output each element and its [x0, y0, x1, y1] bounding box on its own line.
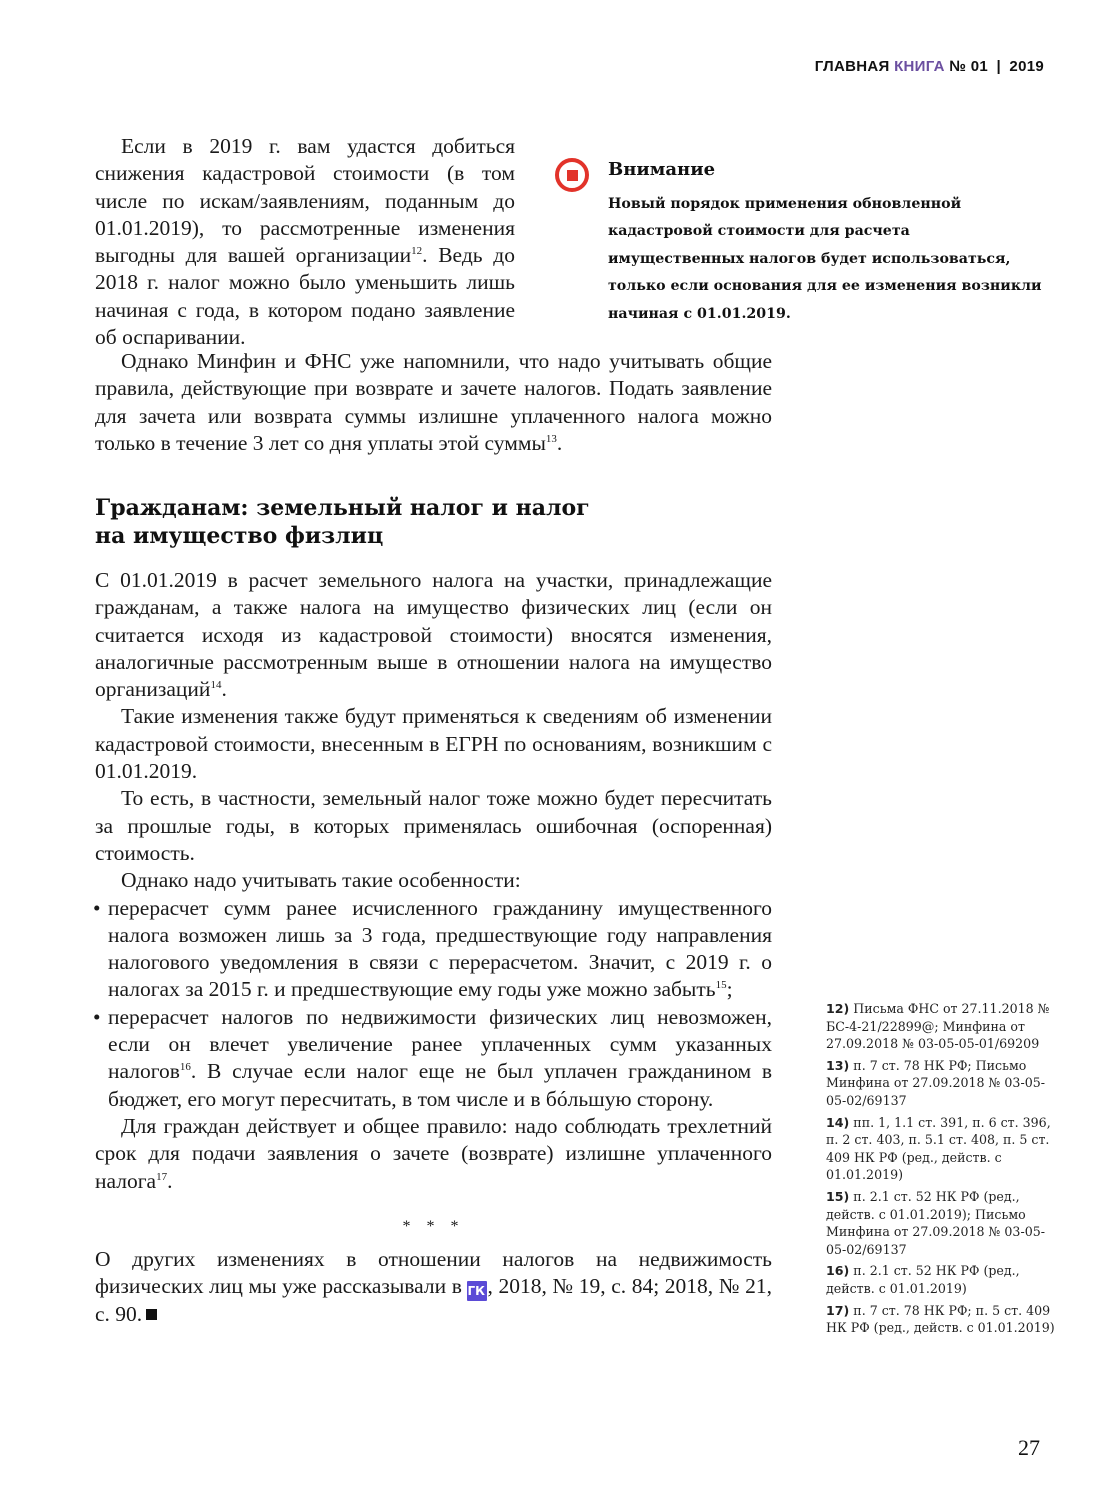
footnote-ref[interactable]: 12	[411, 245, 423, 258]
footnote-item: 16) п. 2.1 ст. 52 НК РФ (ред., действ. с 01.01.2019)	[826, 1263, 1020, 1296]
section-paragraph: С 01.01.2019 в расчет земельного налога на участки, принадлежащие гражданам, а также налога на имущество физических лиц (если он считается исходя из кадастровой стоимости) вносятся изменения, аналогичные рассмотренным выше в отношении налога на имущество организаций$^{14}$.	[95, 568, 772, 702]
brand-name-accent: КНИГА	[894, 58, 945, 75]
page-number: 27	[1018, 1435, 1040, 1460]
running-header	[815, 58, 1044, 75]
callout-body: Новый порядок применения обновленной кадастровой стоимости для расчета имущественных налогов будет использоваться, только если основания для ее изменения возникли начиная с 01.01.2019.	[608, 196, 1042, 322]
bullet-list	[95, 895, 772, 1113]
header-separator: |	[996, 58, 1001, 75]
section-paragraph: Для граждан действует и общее правило: надо соблюдать трехлетний срок для подачи заявления о зачете (возврате) излишне уплаченного налога$^{17}$.	[95, 1113, 772, 1193]
section-paragraph: Такие изменения также будут применяться к сведениям об изменении кадастровой стоимости, внесенным в ЕГРН по основаниям, возникшим с 01.01.2019.	[95, 704, 772, 784]
intro-paragraph-2: Однако Минфин и ФНС уже напомнили, что надо учитывать общие правила, действующие при возврате и зачете налогов. Подать заявление для зачета или возврата суммы излишне уплаченного налога можно только в течение 3 лет со дня уплаты этой суммы$^{13}$.	[95, 349, 772, 455]
footnote-item: 15) п. 2.1 ст. 52 НК РФ (ред., действ. с 01.01.2019); Письмо Минфина от 27.09.2018 № 03-05-05-02/69137	[826, 1188, 1045, 1257]
footnote-ref[interactable]: 14	[210, 679, 222, 692]
section-heading: Гражданам: земельный налог и налог на имущество физлиц	[95, 495, 590, 549]
issue-year: 2019	[1009, 58, 1044, 75]
gk-logo-icon[interactable]: ГК	[467, 1281, 487, 1301]
footnotes	[826, 1000, 1056, 1341]
list-item: • перерасчет сумм ранее исчисленного гражданину имущественного налога возможен лишь за 3 года, предшествующие году направления налогового уведомления в связи с перерасчетом. Значит, с 2019 г. о налогах за 2015 г. и предшествующие ему годы уже можно забыть$^{15}$;	[95, 895, 772, 1004]
stop-circle-icon	[555, 158, 589, 192]
footnote-ref[interactable]: 16	[179, 1061, 191, 1074]
footnote-item: 12) Письма ФНС от 27.11.2018 № БС-4-21/22899@; Минфина от 27.09.2018 № 03-05-05-01/69209	[826, 1001, 1050, 1052]
list-item: • перерасчет налогов по недвижимости физических лиц невозможен, если он влечет увеличение ранее уплаченных сумм указанных налогов$^{16}$. В случае если налог еще не был уплачен гражданином в бюджет, его могут пересчитать, в том числе и в бóльшую сторону.	[95, 1004, 772, 1113]
callout-title: Внимание	[608, 159, 716, 180]
closing-paragraph: О других изменениях в отношении налогов на недвижимость физических лиц мы уже рассказывали в ГК , 2018, № 19, с. 84; 2018, № 21, с. 90.	[95, 1247, 772, 1327]
section-body	[95, 567, 772, 1329]
footnote-item: 17) п. 7 ст. 78 НК РФ; п. 5 ст. 409 НК РФ (ред., действ. с 01.01.2019)	[826, 1302, 1055, 1336]
footnote-ref[interactable]: 13	[545, 432, 557, 445]
section-paragraph: Однако надо учитывать такие особенности:	[121, 868, 521, 893]
issue-number: № 01	[949, 58, 988, 75]
intro-paragraph-1: Если в 2019 г. вам удастся добиться снижения кадастровой стоимости (в том числе по искам/заявлениям, поданным до 01.01.2019), то рассмотренные изменения выгодны для вашей организации$^{12}$. Ведь до 2018 г. налог можно было уменьшить лишь начиная с года, в котором подано заявление об оспаривании.	[95, 134, 515, 350]
footnote-ref[interactable]: 15	[715, 979, 727, 992]
brand-name: ГЛАВНАЯ	[814, 58, 890, 75]
section-paragraph: То есть, в частности, земельный налог тоже можно будет пересчитать за прошлые годы, в которых применялась ошибочная (оспоренная) стоимость.	[95, 786, 772, 865]
footnote-item: 14) пп. 1, 1.1 ст. 391, п. 6 ст. 396, п. 2 ст. 403, п. 5.1 ст. 408, п. 5 ст. 409 НК РФ (ред., действ. с 01.01.2019)	[826, 1114, 1051, 1183]
end-of-article-icon	[146, 1309, 157, 1320]
footnote-item: 13) п. 7 ст. 78 НК РФ; Письмо Минфина от 27.09.2018 № 03-05-05-02/69137	[826, 1057, 1045, 1108]
footnote-ref[interactable]: 17	[156, 1170, 168, 1183]
section-divider: * * *	[402, 1217, 465, 1235]
